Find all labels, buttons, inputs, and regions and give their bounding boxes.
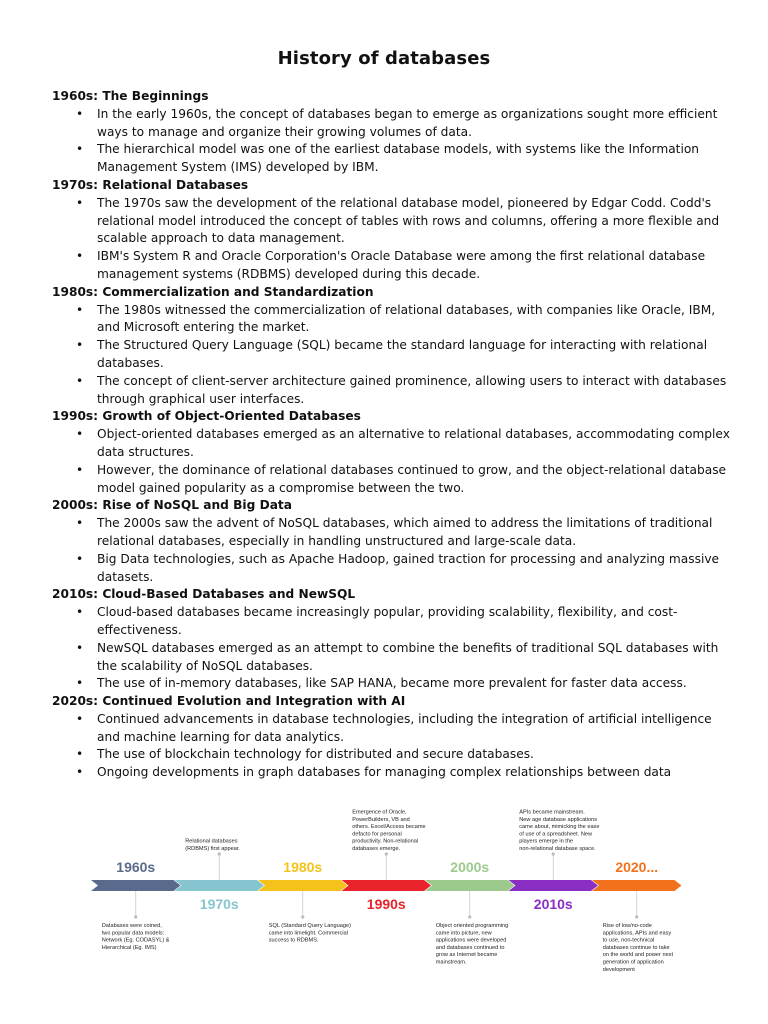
timeline-note-line: defacto for personal (352, 831, 402, 838)
bullet-item: • IBM's System R and Oracle Corporation's Oracle Database were among the first relational database management systems (RDBMS) developed during this decade. (52, 248, 732, 284)
timeline-graphic (88, 798, 684, 980)
timeline-note-line: Object oriented programming (435, 923, 509, 929)
timeline-note-line: players emerge in the (519, 838, 574, 845)
timeline-note-line: development (602, 966, 635, 973)
bullet-item: • NewSQL databases emerged as an attempt to combine the benefits of traditional SQL databases with the scalability of NoSQL databases. (52, 640, 732, 676)
timeline-dot (134, 915, 137, 918)
timeline-note-line: Databases were coined, (101, 923, 162, 929)
timeline-segment (175, 880, 265, 891)
section-heading (52, 693, 732, 711)
bullet-item: • The 1970s saw the development of the relational database model, pioneered by Edgar Codd. Codd's relational model introduced the concept of tables with rows and columns, offering a more flexible and scalable approach to data management. (52, 195, 732, 248)
timeline-note-line: two popular data models: (101, 930, 165, 937)
timeline-note-line: Hierarchical (Eg. IMS) (101, 944, 157, 951)
bullet-item: • Cloud-based databases became increasingly popular, providing scalability, flexibility, and cost-effectiveness. (52, 604, 732, 640)
section-title: Continued Evolution and Integration with AI (102, 694, 406, 709)
document-body (52, 88, 732, 782)
timeline-note-line: to use, non-technical (602, 937, 655, 944)
timeline-note-line: and databases continued to (435, 944, 505, 951)
timeline-note-line: Emergence of Oracle, (352, 809, 407, 816)
timeline-note-line: came into picture, new (435, 930, 492, 937)
timeline-dot (552, 852, 555, 855)
section-decade: 2000s: (52, 498, 99, 513)
section-decade: 2020s: (52, 694, 99, 709)
timeline-era-label: 1980s (283, 859, 323, 875)
section-title: Cloud-Based Databases and NewSQL (102, 587, 356, 602)
timeline-era-label: 2020... (615, 859, 659, 875)
section-heading (52, 88, 732, 106)
timeline-era-label: 1970s (199, 896, 239, 912)
timeline-note-line: New age database applications (519, 816, 597, 823)
bullet-list (52, 711, 732, 782)
bullet-item: • The use of in-memory databases, like SAP HANA, became more prevalent for faster data access. (52, 675, 732, 693)
section-title: Relational Databases (102, 177, 249, 192)
timeline-note-line: non-relational database space. (519, 846, 596, 852)
timeline-note-line: mainstream. (435, 959, 467, 966)
timeline-note-line: databases continue to take (602, 944, 670, 951)
section-decade: 1970s: (52, 177, 99, 192)
section-decade: 1960s: (52, 89, 99, 103)
timeline-dot (468, 915, 471, 918)
timeline-note-line: success to RDBMS. (268, 937, 319, 944)
timeline-note-line: applications, APIs and easy (602, 930, 672, 937)
bullet-item: • Big Data technologies, such as Apache Hadoop, gained traction for processing and analyzing massive datasets. (52, 551, 732, 587)
timeline-segment (509, 880, 599, 891)
timeline-segment (91, 880, 181, 891)
bullet-item: • The 2000s saw the advent of NoSQL databases, which aimed to address the limitations of traditional relational databases, especially in handling unstructured and large-scale data. (52, 515, 732, 551)
bullet-list (52, 604, 732, 693)
timeline-note-line: on the world and power next (602, 952, 674, 959)
timeline-dot (301, 915, 304, 918)
timeline-note-line: came about, mimicking the ease (519, 824, 600, 831)
timeline-note-line: SQL (Standard Query Language) (268, 923, 351, 929)
timeline-note-line: Relational databases (185, 838, 238, 845)
section-title: Commercialization and Standardization (102, 284, 374, 299)
section-heading (52, 497, 732, 515)
timeline-note-line: productivity. Non-relational (352, 838, 419, 845)
timeline-note-line: Rise of low/no-code (602, 923, 652, 929)
timeline-note-line: databases emerge. (352, 846, 401, 852)
timeline-segment (342, 880, 432, 891)
bullet-item: • However, the dominance of relational databases continued to grow, and the object-relational database model gained popularity as a compromise between the two. (52, 462, 732, 498)
timeline-dot (635, 915, 638, 918)
section-heading (52, 284, 732, 302)
timeline-era-label: 2010s (533, 896, 573, 912)
section-heading (52, 586, 732, 604)
timeline-note (185, 839, 240, 852)
bullet-item: • Ongoing developments in graph databases for managing complex relationships between data (52, 764, 732, 782)
section-title: Rise of NoSQL and Big Data (102, 498, 292, 513)
timeline-note-line: APIs became mainstream. (519, 809, 585, 816)
bullet-list (52, 515, 732, 586)
timeline-note-line: grow as Internet became (435, 952, 498, 959)
section-decade: 2010s: (52, 587, 99, 602)
page-title: History of databases (277, 48, 491, 69)
bullet-item: • The concept of client-server architecture gained prominence, allowing users to interact with databases through graphical user interfaces. (52, 373, 732, 409)
timeline-segment (592, 880, 682, 891)
section-title: The Beginnings (102, 89, 209, 103)
bullet-list (52, 106, 732, 177)
timeline-era-label: 1990s (366, 896, 406, 912)
timeline-dot (218, 852, 221, 855)
bullet-list (52, 195, 732, 284)
section-decade: 1980s: (52, 284, 99, 299)
timeline-segment (258, 880, 348, 891)
timeline-dot (385, 852, 388, 855)
timeline-era-label: 2000s (450, 859, 490, 875)
timeline-era-label: 1960s (116, 859, 156, 875)
bullet-item: • The hierarchical model was one of the earliest database models, with systems like the Information Management System (IMS) developed by IBM. (52, 141, 732, 177)
section-heading (52, 177, 732, 195)
timeline-note-line: (RDBMS) first appear. (185, 846, 240, 852)
timeline-svg (88, 798, 684, 980)
timeline-note-line: PowerBuilders, VB and (352, 816, 410, 823)
section-heading (52, 408, 732, 426)
timeline-segment (425, 880, 515, 891)
bullet-list (52, 302, 732, 409)
bullet-item: • Continued advancements in database technologies, including the integration of artificial intelligence and machine learning for data analytics. (52, 711, 732, 747)
timeline-note-line: others. Excel/Access became (352, 824, 426, 831)
section-title: Growth of Object-Oriented Databases (102, 409, 361, 424)
timeline-note (102, 923, 170, 951)
timeline-note-line: came into limelight. Commercial (268, 930, 349, 937)
bullet-item: • Object-oriented databases emerged as an alternative to relational databases, accommodating complex data structures. (52, 426, 732, 462)
timeline-note (269, 923, 351, 944)
timeline-note-line: generation of application (602, 959, 664, 966)
bullet-item: • The Structured Query Language (SQL) became the standard language for interacting with relational databases. (52, 337, 732, 373)
timeline-note-line: applications were developed (435, 937, 507, 944)
timeline-note (603, 923, 674, 973)
section-decade: 1990s: (52, 409, 99, 424)
timeline-note (436, 923, 508, 966)
bullet-item: • In the early 1960s, the concept of databases began to emerge as organizations sought more efficient ways to manage and organize their growing volumes of data. (52, 106, 732, 142)
timeline-note (352, 810, 425, 853)
bullet-list (52, 426, 732, 497)
timeline-note-line: Network (Eg. CODASYL) & (101, 937, 170, 944)
bullet-item: • The use of blockchain technology for distributed and secure databases. (52, 746, 732, 764)
timeline-note-line: of use of a spreadsheet. New (519, 831, 593, 838)
timeline-note (519, 810, 599, 853)
bullet-item: • The 1980s witnessed the commercialization of relational databases, with companies like Oracle, IBM, and Microsoft entering the market. (52, 302, 732, 338)
